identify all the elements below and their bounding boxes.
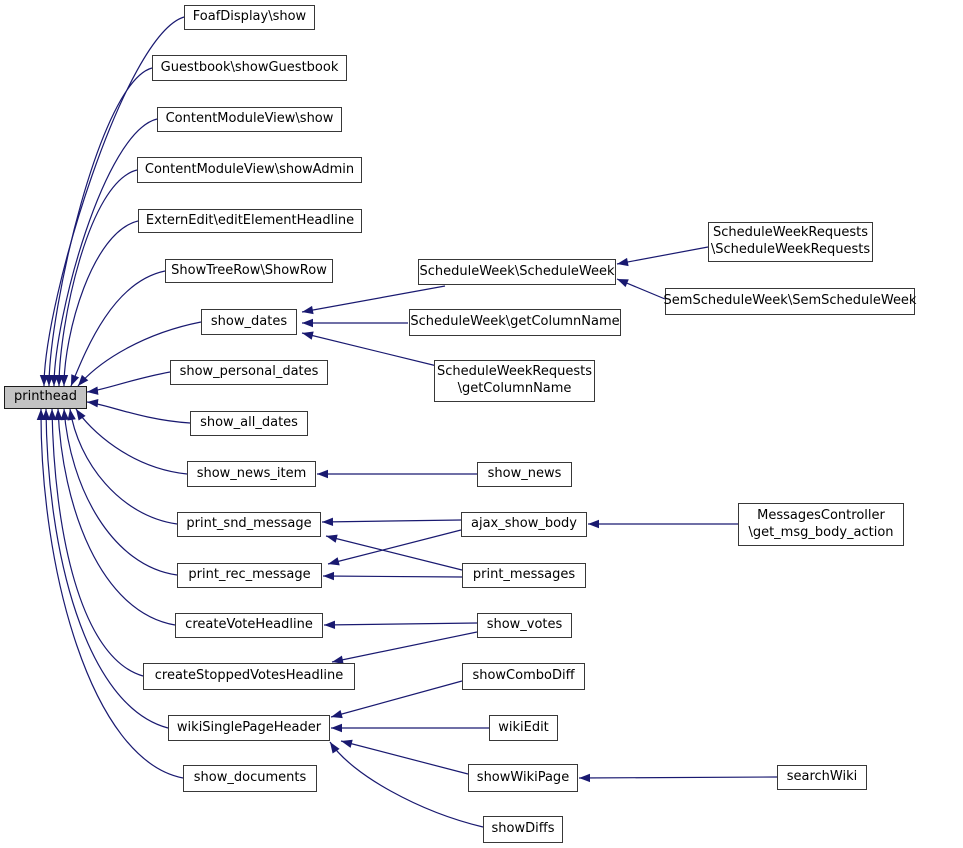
node-extern-edit-edit-element-headline[interactable] xyxy=(138,209,362,233)
node-show-news-item[interactable] xyxy=(187,461,316,487)
node-label: \get_msg_body_action xyxy=(748,524,894,540)
node-label: printhead xyxy=(13,389,77,405)
node-show-dates[interactable] xyxy=(201,309,297,335)
node-show-personal-dates[interactable] xyxy=(170,360,328,385)
node-label: wikiEdit xyxy=(498,719,549,735)
node-label: ContentModuleView\show xyxy=(165,111,334,127)
node-label: \getColumnName xyxy=(457,381,572,396)
node-guestbook-show[interactable] xyxy=(152,55,347,81)
node-label: ScheduleWeek\getColumnName xyxy=(410,314,620,330)
node-label: ContentModuleView\showAdmin xyxy=(144,161,355,177)
node-label: FoafDisplay\show xyxy=(192,9,307,25)
node-wiki-edit[interactable] xyxy=(489,715,558,741)
node-label: show_votes xyxy=(486,617,563,633)
node-show-all-dates[interactable] xyxy=(190,411,308,436)
node-label: SemScheduleWeek\SemScheduleWeek xyxy=(663,293,917,309)
node-label: \ScheduleWeekRequests xyxy=(710,242,871,257)
node-sem-schedule-week-sem-schedule-week[interactable] xyxy=(665,288,915,315)
node-schedule-week-schedule-week[interactable] xyxy=(418,259,616,285)
node-print-messages[interactable] xyxy=(462,563,586,588)
node-show-documents[interactable] xyxy=(183,765,317,792)
node-printhead xyxy=(4,386,87,409)
node-content-module-view-show-admin[interactable] xyxy=(137,157,362,183)
node-label: ScheduleWeekRequests xyxy=(713,225,868,241)
node-print-rec-message[interactable] xyxy=(177,563,322,588)
node-show-news[interactable] xyxy=(477,462,572,487)
node-ajax-show-body[interactable] xyxy=(461,512,587,537)
node-create-stopped-votes-headline[interactable] xyxy=(143,663,355,690)
node-label: createVoteHeadline xyxy=(185,617,313,633)
node-label: showDiffs xyxy=(491,821,555,837)
node-wiki-single-page-header[interactable] xyxy=(168,715,330,741)
node-label: Guestbook\showGuestbook xyxy=(160,59,339,75)
node-label: print_snd_message xyxy=(186,516,312,532)
node-show-diffs[interactable] xyxy=(483,816,563,843)
node-content-module-view-show[interactable] xyxy=(157,107,342,132)
node-label: searchWiki xyxy=(786,769,858,785)
node-print-snd-message[interactable] xyxy=(177,512,321,537)
node-label: ajax_show_body xyxy=(471,516,577,532)
node-label: ExternEdit\editElementHeadline xyxy=(145,212,355,228)
node-show-tree-row-show-row[interactable] xyxy=(165,259,333,283)
node-schedule-week-requests-get-column-name[interactable] xyxy=(434,360,595,402)
node-show-wiki-page[interactable] xyxy=(468,764,578,792)
node-label: print_rec_message xyxy=(188,567,311,583)
node-label: show_dates xyxy=(210,313,288,329)
node-label: ScheduleWeek\ScheduleWeek xyxy=(419,263,615,279)
node-label: show_news xyxy=(487,466,562,482)
node-label: wikiSinglePageHeader xyxy=(176,719,322,735)
node-label: showWikiPage xyxy=(476,769,570,785)
node-label: ShowTreeRow\ShowRow xyxy=(171,262,327,278)
node-create-vote-headline[interactable] xyxy=(175,613,323,638)
node-schedule-week-get-column-name[interactable] xyxy=(409,309,621,336)
node-label: show_personal_dates xyxy=(179,364,319,380)
node-label: MessagesController xyxy=(757,507,885,523)
node-label: ScheduleWeekRequests xyxy=(437,364,592,380)
node-label: print_messages xyxy=(472,567,576,583)
node-foaf-show[interactable] xyxy=(184,5,315,30)
node-label: showComboDiff xyxy=(472,668,575,684)
node-show-combo-diff[interactable] xyxy=(462,663,585,690)
node-label: show_all_dates xyxy=(200,415,298,431)
node-search-wiki[interactable] xyxy=(777,765,867,790)
node-messages-controller-get-msg-body-action[interactable] xyxy=(738,503,904,546)
node-label: show_documents xyxy=(193,770,307,786)
node-label: createStoppedVotesHeadline xyxy=(154,668,344,684)
node-schedule-week-requests-schedule-week-requests[interactable] xyxy=(708,222,873,262)
node-label: show_news_item xyxy=(196,465,307,481)
node-show-votes[interactable] xyxy=(477,613,572,638)
